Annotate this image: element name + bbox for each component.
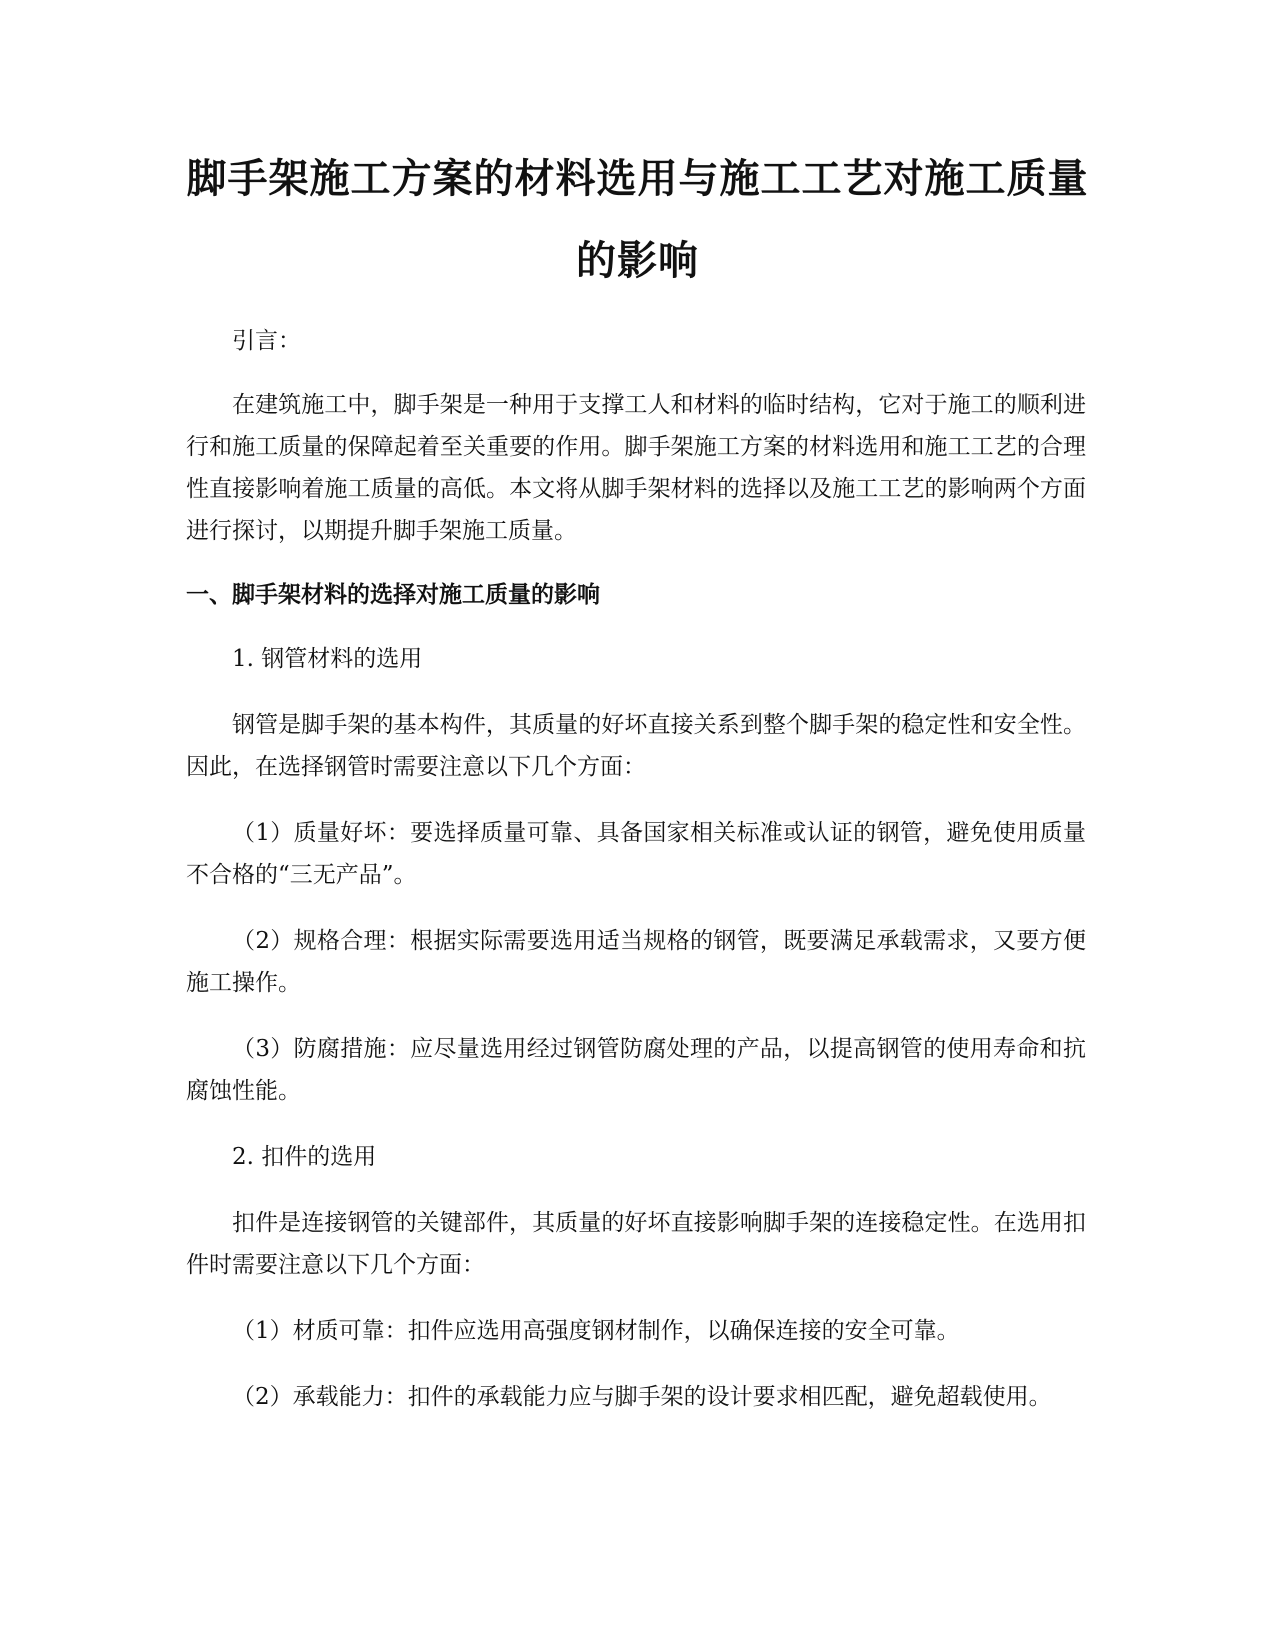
intro-label: 引言：	[232, 328, 301, 354]
fastener-item-capacity: （2）承载能力：扣件的承载能力应与脚手架的设计要求相匹配，避免超载使用。	[232, 1384, 1052, 1410]
document-body	[186, 320, 1086, 1418]
intro-paragraph: 在建筑施工中，脚手架是一种用于支撑工人和材料的临时结构，它对于施工的顺利进行和施工质量的保障起着至关重要的作用。脚手架施工方案的材料选用和施工工艺的合理性直接影响着施工质量的高低。本文将从脚手架材料的选择以及施工工艺的影响两个方面进行探讨，以期提升脚手架施工质量。	[186, 392, 1086, 544]
steel-pipe-item-quality: （1）质量好坏：要选择质量可靠、具备国家相关标准或认证的钢管，避免使用质量不合格的“三无产品”。	[186, 820, 1086, 888]
subsection-title-fastener: 2. 扣件的选用	[232, 1144, 377, 1170]
steel-pipe-paragraph: 钢管是脚手架的基本构件，其质量的好坏直接关系到整个脚手架的稳定性和安全性。因此，在选择钢管时需要注意以下几个方面：	[186, 712, 1086, 780]
section-heading: 一、脚手架材料的选择对施工质量的影响	[186, 582, 600, 608]
document-title: 脚手架施工方案的材料选用与施工工艺对施工质量的影响	[186, 156, 1089, 284]
subsection-title-steel-pipe: 1. 钢管材料的选用	[232, 646, 423, 672]
steel-pipe-item-spec: （2）规格合理：根据实际需要选用适当规格的钢管，既要满足承载需求，又要方便施工操作。	[186, 928, 1086, 996]
fastener-paragraph: 扣件是连接钢管的关键部件，其质量的好坏直接影响脚手架的连接稳定性。在选用扣件时需要注意以下几个方面：	[186, 1210, 1086, 1278]
steel-pipe-item-anticorrosion: （3）防腐措施：应尽量选用经过钢管防腐处理的产品，以提高钢管的使用寿命和抗腐蚀性能。	[186, 1036, 1086, 1104]
fastener-item-material: （1）材质可靠：扣件应选用高强度钢材制作，以确保连接的安全可靠。	[232, 1318, 960, 1344]
